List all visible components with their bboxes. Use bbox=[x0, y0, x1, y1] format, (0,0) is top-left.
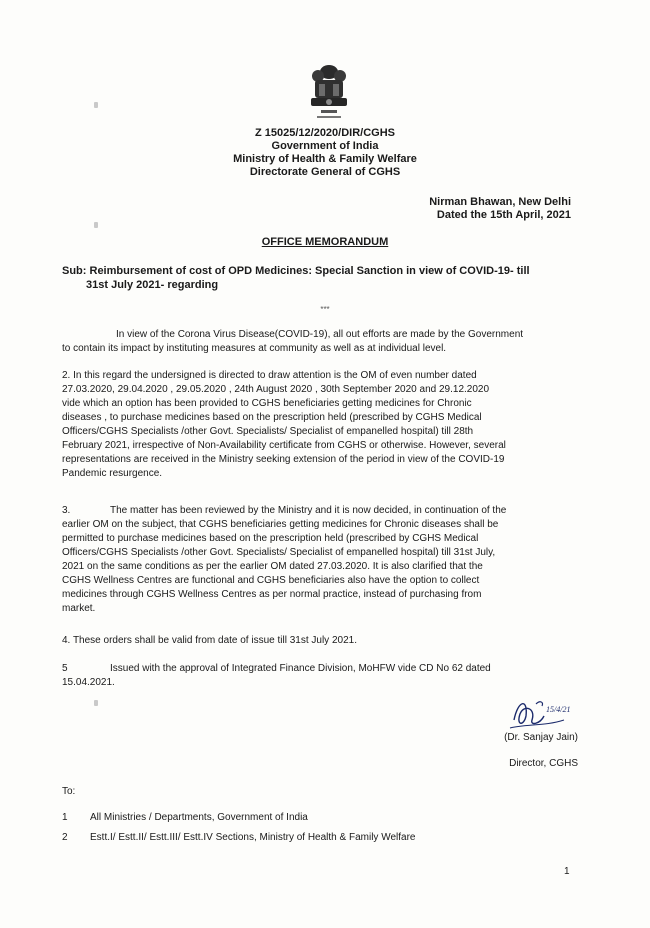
separator: *** bbox=[320, 305, 330, 314]
state-emblem-icon bbox=[303, 60, 355, 124]
memo-title: OFFICE MEMORANDUM bbox=[261, 236, 389, 248]
recipient-item: 2 Estt.I/ Estt.II/ Estt.III/ Estt.IV Sections, Ministry of Health & Family Welfare bbox=[62, 832, 416, 843]
to-label: To: bbox=[62, 786, 76, 797]
scan-speck bbox=[94, 700, 98, 706]
ministry-line: Ministry of Health & Family Welfare bbox=[233, 153, 417, 165]
file-number: Z 15025/12/2020/DIR/CGHS bbox=[254, 127, 396, 139]
paragraph-4: 4. These orders shall be valid from date of issue till 31st July 2021. bbox=[62, 635, 357, 646]
location: Nirman Bhawan, New Delhi bbox=[429, 196, 571, 208]
signatory-designation: Director, CGHS bbox=[509, 758, 578, 769]
paragraph-2: 2. In this regard the undersigned is directed to draw attention is the OM of even number dated 27.03.2020, 29.04.2020 , 29.05.2020 , 24th August 2020 , 30th September 2020 and 29.12.2020 vide which an option has been provided to CGHS beneficiaries getting medicines for Chronic diseases , to purchase medicines based on the prescription held (prescribed by CGHS Medical Officers/CGHS Specialists /other Govt. Specialists/ Specialist of empanelled hospital) till 28th February 2021, irrespective of Non-Availability certificate from CGHS or otherwise. However, several representations are received in the Ministry seeking extension of the period in view of the COVID-19 Pandemic resurgence. bbox=[62, 370, 506, 479]
subject bbox=[62, 264, 582, 292]
subject-line-2: 31st July 2021- regarding bbox=[86, 279, 219, 291]
paragraph-3: 3. The matter has been reviewed by the Ministry and it is now decided, in continuation of the earlier OM on the subject, that CGHS beneficiaries getting medicines for Chronic diseases shall be permitted to purchase medicines based on the prescription held (prescribed by CGHS Medical Officers/CGHS Specialists /other Govt. Specialists/ Specialist of empanelled hospital) till 31st July, 2021 on the same conditions as per the earlier OM dated 27.03.2020. It is also clarified that the CGHS Wellness Centres are functional and CGHS beneficiaries also have the option to collect medicines through CGHS Wellness Centres as per normal practice, instead of purchasing from market. bbox=[62, 505, 507, 614]
paragraph-5: 5 Issued with the approval of Integrated Finance Division, MoHFW vide CD No 62 dated 15.04.2021. bbox=[62, 663, 491, 688]
government-line: Government of India bbox=[271, 140, 379, 152]
place-and-date bbox=[429, 196, 571, 222]
directorate-line: Directorate General of CGHS bbox=[249, 166, 401, 178]
paragraph-3-number: 3. bbox=[62, 505, 71, 516]
subject-line-1: Sub: Reimbursement of cost of OPD Medicines: Special Sanction in view of COVID-19- till bbox=[62, 265, 530, 277]
signature-date: 15/4/21 bbox=[546, 705, 571, 714]
letterhead bbox=[0, 127, 650, 179]
page-number: 1 bbox=[564, 866, 570, 877]
handwritten-signature bbox=[506, 690, 574, 734]
scan-speck bbox=[94, 222, 98, 228]
paragraph-1: In view of the Corona Virus Disease(COVID-19), all out efforts are made by the Government to contain its impact by instituting measures at community as well as at individual level. bbox=[62, 329, 524, 354]
issue-date: Dated the 15th April, 2021 bbox=[436, 209, 571, 221]
signatory-name: (Dr. Sanjay Jain) bbox=[504, 732, 578, 743]
scan-speck bbox=[94, 102, 98, 108]
paragraph-5-number: 5 bbox=[62, 663, 68, 674]
recipient-item: 1 All Ministries / Departments, Government of India bbox=[62, 812, 308, 823]
